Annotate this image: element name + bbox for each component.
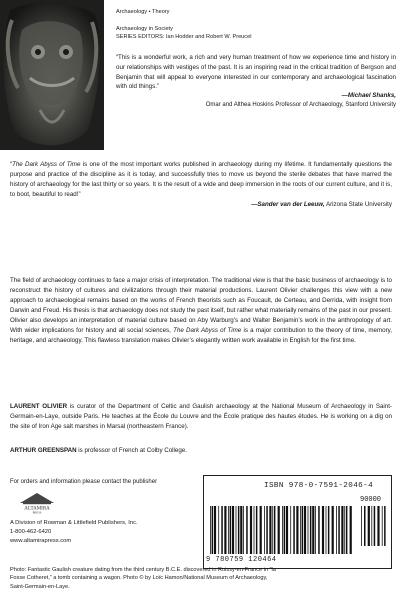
description-book-title: The Dark Abyss of Time	[173, 327, 242, 335]
barcode-bar	[304, 506, 306, 554]
series-editors: SERIES EDITORS: Ian Hodder and Robert W. Preucel	[116, 33, 252, 40]
description-part2: is a major contribution to the theory of time, memory, heritage, and archaeology. This flawless translation makes Olivier’s elegantly written work available in English for the first time.	[10, 327, 393, 345]
barcode-bar	[240, 506, 242, 554]
series-and-quote-block	[116, 9, 396, 110]
quote-open: “	[10, 161, 13, 168]
price-code: 90000	[360, 496, 382, 504]
barcode-bar	[260, 506, 262, 554]
photo-credit: Photo: Fantastic Gaulish creature dating from the third century B.C.E. discovered in Roissy-en-France in “la Fosse Cotheret,” a tomb containing a wagon. Photo © by Loïc Hamon/National Museum of Archaeology, Saint-Germain-en-Laye.	[10, 567, 276, 590]
quote-shanks: “This is a wonderful work, a rich and very human treatment of how we experience time and history in our relationships with vestiges of the past. It is an inspiring read in the critical tradition of Bergson and Benjamin that will appeal to everyone interested in our contemporary and archaeological fascination with old things.”	[116, 54, 396, 91]
barcode-bar	[374, 506, 376, 546]
barcode-bar	[322, 506, 324, 554]
barcode-bar	[336, 506, 337, 554]
logo-wordmark: ALTAMIRA	[24, 506, 50, 512]
barcode-bar	[302, 506, 304, 554]
isbn-barcode	[203, 475, 392, 569]
author-bio	[10, 402, 392, 432]
barcode-bar	[344, 506, 345, 554]
ean-barcode-bars	[208, 506, 358, 554]
barcode-bar	[221, 506, 223, 554]
barcode-bar	[384, 506, 386, 546]
barcode-bar	[361, 506, 362, 546]
barcode-bar	[346, 506, 348, 554]
translator-bio-text: is professor of French at Colby College.	[76, 447, 187, 454]
subject-category: Archaeology • Theory	[116, 9, 170, 15]
barcode-bar	[282, 506, 283, 554]
barcode-bar	[350, 506, 352, 554]
cover-photo	[0, 0, 104, 150]
addon-barcode-bars	[359, 506, 389, 546]
altamira-logo	[10, 492, 64, 514]
barcode-bar	[310, 506, 312, 554]
author-name: LAURENT OLIVIER	[10, 403, 68, 410]
barcode-bar	[364, 506, 366, 546]
barcode-bar	[266, 506, 268, 554]
barcode-bar	[296, 506, 298, 554]
barcode-bar	[371, 506, 372, 546]
barcode-bar	[238, 506, 240, 554]
publisher-website: www.altamirapress.com	[10, 537, 72, 544]
barcode-bar	[254, 506, 255, 554]
barcode-bar	[338, 506, 340, 554]
author-bio-text: is curator of the Department of Celtic and Gaulish archaeology at the National Museum of Archaeology in Saint-Germain-en-Laye, outside Paris. He teaches at the École du Louvre and the École pratique des hautes études. He is working on a dig on the site of Iron Age salt marshes in Marsal (northeastern France).	[10, 403, 392, 431]
quote-shanks-role: Omar and Althea Hoskins Professor of Archaeology, Stanford University	[205, 101, 396, 108]
barcode-bar	[326, 506, 327, 554]
barcode-bar	[315, 506, 316, 554]
barcode-bar	[232, 506, 234, 554]
barcode-bar	[236, 506, 237, 554]
barcode-bar	[278, 506, 280, 554]
quote-book-title: The Dark Abyss of Time	[12, 161, 81, 168]
quote-van-der-leeuw	[10, 160, 392, 210]
barcode-bar	[290, 506, 291, 554]
barcode-bar	[264, 506, 265, 554]
quote-shanks-attribution: —Michael Shanks,	[341, 91, 396, 99]
barcode-bar	[246, 506, 248, 554]
barcode-bar	[293, 506, 295, 554]
book-description	[10, 276, 392, 346]
barcode-bar	[312, 506, 314, 554]
barcode-bar	[230, 506, 232, 554]
barcode-bar	[269, 506, 271, 554]
barcode-bar	[341, 506, 343, 554]
barcode-bar	[286, 506, 288, 554]
barcode-bar	[210, 506, 211, 554]
translator-name: ARTHUR GREENSPAN	[10, 447, 77, 454]
translator-bio	[10, 446, 392, 456]
barcode-bar	[377, 506, 379, 546]
barcode-bar	[228, 506, 229, 554]
barcode-bar	[243, 506, 244, 554]
barcode-bar	[224, 506, 226, 554]
barcode-bar	[256, 506, 258, 554]
barcode-bar	[214, 506, 216, 554]
publisher-division: A Division of Rowman & Littlefield Publishers, Inc.	[10, 520, 138, 526]
barcode-bar	[212, 506, 214, 554]
barcode-bar	[382, 506, 383, 546]
barcode-bar	[368, 506, 370, 546]
barcode-bar	[300, 506, 301, 554]
isbn-number: ISBN 978-0-7591-2046-4	[264, 482, 374, 490]
quote-van-der-leeuw-attribution: —Sander van der Leeuw,	[251, 201, 325, 209]
barcode-bar	[332, 506, 334, 554]
orders-note: For orders and information please contact the publisher	[10, 479, 158, 485]
quote-van-der-leeuw-role: Arizona State University	[325, 201, 392, 209]
publisher-phone: 1-800-462-6420	[10, 528, 52, 535]
series-name: Archaeology in Society	[116, 25, 173, 32]
ean-digits: 9 780759 120464	[206, 556, 277, 564]
barcode-bar	[318, 506, 320, 554]
logo-subtext: PRESS	[32, 510, 42, 514]
barcode-bar	[284, 506, 286, 554]
barcode-bar	[328, 506, 330, 554]
barcode-bar	[274, 506, 276, 554]
publisher-info	[10, 519, 138, 546]
quote-text: is one of the most important works published in archaeology during my lifetime. It fundamentally questions the purpose and practice of the discipline as it is today, and successfully tries to move us beyond the sterile debates that have marred the history of archaeology for the last thirty or so years. It is the result of a wide and deep immersion in the roots of our current culture, and it is, to boot, beautiful to read!”	[10, 161, 392, 199]
barcode-bar	[272, 506, 273, 554]
barcode-bar	[218, 506, 219, 554]
logo-roof-icon	[20, 493, 54, 503]
barcode-bar	[250, 506, 252, 554]
description-part1: The field of archaeology continues to face a major crisis of interpretation. The traditional view is that the basic business of archaeology is to reconstruct the history of cultures and civilizations through their material productions. Laurent Olivier challenges this view with a new approach to archaeological remains based on the works of French theorists such as Foucault, de Certeau, and Derrida, with insight from Darwin and Freud. His thesis is that archaeology does not study the past itself, but rather what materially remains of the past in our present. Olivier also develops an interpretation of material culture based on Aby Warburg’s and Walter Benjamin’s work in the anthropology of art. With wider implications for history and all social sciences,	[10, 277, 392, 335]
barcode-bar	[308, 506, 309, 554]
